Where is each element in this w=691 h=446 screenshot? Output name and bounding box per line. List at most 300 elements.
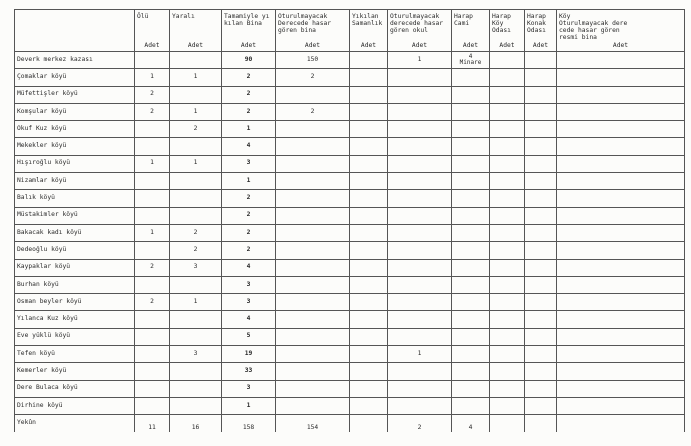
table-cell (525, 121, 557, 138)
table-cell (557, 224, 685, 241)
column-header-label: Ölü (137, 13, 149, 20)
table-cell (525, 276, 557, 293)
table-cell (350, 242, 388, 259)
column-header (525, 10, 557, 52)
table-cell (276, 328, 350, 345)
table-cell (170, 138, 222, 155)
table-cell (135, 397, 170, 414)
table-row (15, 294, 685, 311)
table-cell (490, 311, 525, 328)
table-cell (452, 242, 490, 259)
table-cell (388, 86, 452, 103)
column-unit-label: Adet (532, 42, 549, 50)
column-header-label: Oturulmayacak Derecede hasar gören bina (278, 13, 332, 34)
total-row (15, 415, 685, 432)
table-cell (350, 190, 388, 207)
table-cell (135, 363, 170, 380)
table-cell (452, 259, 490, 276)
table-cell (490, 207, 525, 224)
column-header-label: Tamamiyle yı kılan Bina (224, 13, 270, 27)
table-cell: 2 (135, 103, 170, 120)
village-name: Deverk merkez kazası (15, 52, 135, 69)
village-name: Müfettişler köyü (15, 86, 135, 103)
table-cell (170, 363, 222, 380)
table-cell (525, 52, 557, 69)
village-name: Yılanca Kuz köyü (15, 311, 135, 328)
table-cell (350, 52, 388, 69)
village-name: Osman beyler köyü (15, 294, 135, 311)
table-cell (525, 328, 557, 345)
table-row (15, 397, 685, 414)
table-cell (525, 380, 557, 397)
table-cell (170, 311, 222, 328)
table-cell (135, 380, 170, 397)
table-cell (276, 138, 350, 155)
table-cell (350, 121, 388, 138)
table-row (15, 173, 685, 190)
table-cell: 1 (388, 52, 452, 69)
table-cell (135, 346, 170, 363)
table-row (15, 138, 685, 155)
table-cell (276, 86, 350, 103)
table-cell (557, 173, 685, 190)
village-name: Dere Bulaca köyü (15, 380, 135, 397)
village-name: Dirhine köyü (15, 397, 135, 414)
table-cell (388, 103, 452, 120)
table-cell (388, 138, 452, 155)
table-cell (525, 207, 557, 224)
table-cell (350, 138, 388, 155)
table-cell: 1 (222, 121, 276, 138)
table-cell (490, 397, 525, 414)
column-header-label: Harap Köy Odası (492, 13, 511, 34)
column-unit-label: Adet (144, 42, 160, 50)
table-row (15, 69, 685, 86)
table-cell: 3 (170, 259, 222, 276)
table-cell (135, 52, 170, 69)
table-row (15, 207, 685, 224)
table-cell: 11 (135, 415, 170, 432)
column-header-label: Yaralı (172, 13, 195, 20)
table-cell (557, 103, 685, 120)
village-name: Eve yüklü köyü (15, 328, 135, 345)
table-cell (350, 380, 388, 397)
cell-text: 4 (468, 53, 473, 61)
table-cell (276, 397, 350, 414)
table-cell (388, 363, 452, 380)
table-row (15, 190, 685, 207)
table-row (15, 328, 685, 345)
table-cell (350, 259, 388, 276)
table-cell (525, 86, 557, 103)
table-cell (350, 328, 388, 345)
table-cell: 3 (222, 276, 276, 293)
table-cell: 1 (222, 173, 276, 190)
table-cell (525, 69, 557, 86)
table-cell (135, 138, 170, 155)
table-cell (350, 415, 388, 432)
table-cell (557, 155, 685, 172)
table-cell (452, 224, 490, 241)
table-row (15, 259, 685, 276)
table-cell (557, 69, 685, 86)
table-cell: 1 (222, 397, 276, 414)
column-unit-label: Adet (360, 42, 377, 50)
table-cell (388, 397, 452, 414)
village-name: Komşular köyü (15, 103, 135, 120)
village-name: Hışıroğlu köyü (15, 155, 135, 172)
table-cell (276, 121, 350, 138)
table-cell (276, 380, 350, 397)
column-unit-label: Adet (411, 42, 428, 50)
table-cell: 2 (276, 103, 350, 120)
table-cell (557, 242, 685, 259)
table-cell (350, 173, 388, 190)
column-unit-label: Adet (187, 42, 204, 50)
village-name: Balık köyü (15, 190, 135, 207)
table-cell (452, 311, 490, 328)
table-cell: 2 (222, 207, 276, 224)
table-cell: 2 (170, 224, 222, 241)
table-cell (276, 294, 350, 311)
village-name: Müstakimler köyü (15, 207, 135, 224)
table-cell (135, 173, 170, 190)
table-cell (452, 380, 490, 397)
table-cell: 3 (170, 346, 222, 363)
table-cell (350, 207, 388, 224)
table-cell (350, 224, 388, 241)
table-cell (557, 276, 685, 293)
table-cell (557, 259, 685, 276)
table-cell (490, 363, 525, 380)
village-name: Nizamlar köyü (15, 173, 135, 190)
table-cell (490, 415, 525, 432)
table-cell (276, 346, 350, 363)
table-cell (170, 52, 222, 69)
village-name: Kaypaklar köyü (15, 259, 135, 276)
table-cell (452, 397, 490, 414)
table-cell (388, 190, 452, 207)
table-cell (490, 328, 525, 345)
village-name: Mekekler köyü (15, 138, 135, 155)
table-cell (490, 346, 525, 363)
table-cell (452, 294, 490, 311)
table-cell: 33 (222, 363, 276, 380)
table-cell (525, 242, 557, 259)
table-cell (350, 311, 388, 328)
table-cell (557, 138, 685, 155)
table-cell: 1 (135, 155, 170, 172)
table-cell: 3 (222, 294, 276, 311)
table-cell: 1 (170, 103, 222, 120)
column-header (350, 10, 388, 52)
table-cell (557, 346, 685, 363)
table-cell (557, 294, 685, 311)
table-cell: 4 (222, 138, 276, 155)
table-cell (388, 155, 452, 172)
table-cell (490, 52, 525, 69)
table-cell (276, 259, 350, 276)
column-unit-label: Adet (304, 42, 321, 50)
table-cell: 1 (135, 224, 170, 241)
table-cell (170, 397, 222, 414)
column-unit-label: Adet (462, 42, 479, 50)
table-cell (525, 224, 557, 241)
table-cell (452, 121, 490, 138)
table-cell (452, 173, 490, 190)
table-cell (525, 363, 557, 380)
table-cell (388, 380, 452, 397)
column-header (557, 10, 685, 52)
table-cell (490, 173, 525, 190)
table-row (15, 276, 685, 293)
table-cell (525, 259, 557, 276)
table-cell: 2 (222, 69, 276, 86)
table-cell (388, 328, 452, 345)
column-header (490, 10, 525, 52)
table-cell (452, 207, 490, 224)
table-cell: 90 (222, 52, 276, 69)
table-cell (452, 103, 490, 120)
column-header (15, 10, 135, 52)
table-cell (452, 363, 490, 380)
table-cell (388, 294, 452, 311)
table-cell (276, 155, 350, 172)
table-cell (350, 103, 388, 120)
table-cell (350, 363, 388, 380)
table-row (15, 121, 685, 138)
table-cell (170, 328, 222, 345)
table-cell (452, 86, 490, 103)
table-cell: 2 (222, 242, 276, 259)
table-cell (525, 138, 557, 155)
table-cell (388, 121, 452, 138)
table-cell (525, 346, 557, 363)
table-cell (276, 276, 350, 293)
table-cell (452, 276, 490, 293)
table-cell (350, 397, 388, 414)
table-cell (525, 173, 557, 190)
table-header-row (15, 10, 685, 52)
table-row (15, 346, 685, 363)
table-row (15, 311, 685, 328)
table-cell: 4 (222, 311, 276, 328)
column-header-label: Harap Konak Odası (527, 13, 546, 34)
table-cell (276, 363, 350, 380)
table-cell (490, 190, 525, 207)
table-cell (490, 224, 525, 241)
table-cell: 1 (170, 294, 222, 311)
table-cell (557, 86, 685, 103)
table-cell (557, 397, 685, 414)
cell-text: Minare (459, 59, 482, 67)
table-cell (276, 224, 350, 241)
table-cell (557, 207, 685, 224)
table-cell (170, 276, 222, 293)
column-header-label: Harap Cami (454, 13, 473, 27)
table-cell (525, 155, 557, 172)
table-cell: 19 (222, 346, 276, 363)
table-cell (490, 121, 525, 138)
table-cell: 2 (135, 86, 170, 103)
table-cell (135, 190, 170, 207)
table-cell: 2 (135, 259, 170, 276)
column-header (170, 10, 222, 52)
table-row (15, 86, 685, 103)
table-cell: 2 (222, 86, 276, 103)
table-cell (525, 311, 557, 328)
village-name: Burhan köyü (15, 276, 135, 293)
village-name: Tefen köyü (15, 346, 135, 363)
table-cell (557, 311, 685, 328)
table-cell: 16 (170, 415, 222, 432)
table-cell: 154 (276, 415, 350, 432)
table-cell: 4 (452, 415, 490, 432)
table-cell (490, 138, 525, 155)
table-cell (350, 294, 388, 311)
village-name: Bakacak kadı köyü (15, 224, 135, 241)
table-cell: 2 (276, 69, 350, 86)
table-cell: 4 (222, 259, 276, 276)
table-cell: 2 (222, 103, 276, 120)
table-cell: 2 (170, 242, 222, 259)
table-cell: 1 (170, 155, 222, 172)
village-name: Kemerler köyü (15, 363, 135, 380)
table-cell (490, 259, 525, 276)
table-cell (525, 103, 557, 120)
village-name: Okuf Kuz köyü (15, 121, 135, 138)
table-cell (350, 276, 388, 293)
column-unit-label: Adet (240, 42, 257, 50)
table-cell (135, 121, 170, 138)
village-name: Dedeoğlu köyü (15, 242, 135, 259)
table-cell (170, 380, 222, 397)
table-cell (490, 86, 525, 103)
column-header (388, 10, 452, 52)
table-cell (452, 138, 490, 155)
table-cell (557, 380, 685, 397)
table-cell (135, 311, 170, 328)
table-cell: 3 (222, 155, 276, 172)
table-cell (490, 103, 525, 120)
table-cell: 158 (222, 415, 276, 432)
table-body (15, 52, 685, 432)
column-header-label: Köy Oturulmayacak dere cede hasar gören resmi bina (559, 13, 628, 41)
table-cell: 3 (222, 380, 276, 397)
table-cell (170, 86, 222, 103)
table-cell (135, 207, 170, 224)
column-header-label: Oturulmayacak derecede hasar gören okul (390, 13, 444, 34)
table-cell (557, 415, 685, 432)
table-cell (388, 242, 452, 259)
table-cell (525, 294, 557, 311)
table-cell (388, 259, 452, 276)
column-unit-label: Adet (499, 42, 515, 50)
table-cell (388, 69, 452, 86)
table-cell (135, 328, 170, 345)
column-header (135, 10, 170, 52)
column-header (452, 10, 490, 52)
table-cell: 5 (222, 328, 276, 345)
table-cell (557, 328, 685, 345)
table-cell: 1 (170, 69, 222, 86)
table-cell (525, 415, 557, 432)
table-cell: 2 (222, 190, 276, 207)
column-header (222, 10, 276, 52)
table-cell (490, 242, 525, 259)
table-row (15, 52, 685, 69)
table-cell (452, 52, 490, 69)
table-cell (452, 69, 490, 86)
table-row (15, 155, 685, 172)
column-unit-label: Adet (612, 42, 629, 50)
table-cell (135, 242, 170, 259)
table-cell: 1 (388, 346, 452, 363)
table-cell: 2 (170, 121, 222, 138)
table-row (15, 363, 685, 380)
table-cell (452, 155, 490, 172)
table-cell (350, 86, 388, 103)
column-header-label: Yıkılan Samanlık (352, 13, 383, 27)
village-name: Çomaklar köyü (15, 69, 135, 86)
damage-table (14, 9, 685, 432)
table-row (15, 224, 685, 241)
table-cell (557, 52, 685, 69)
table-cell (525, 190, 557, 207)
table-cell: 2 (222, 224, 276, 241)
table-row (15, 242, 685, 259)
table-cell (276, 173, 350, 190)
table-cell (490, 380, 525, 397)
table-cell (388, 173, 452, 190)
table-cell (170, 207, 222, 224)
table-cell (276, 207, 350, 224)
table-cell (388, 207, 452, 224)
table-cell (276, 242, 350, 259)
table-cell (490, 155, 525, 172)
table-cell (557, 190, 685, 207)
table-row (15, 103, 685, 120)
table-cell (388, 276, 452, 293)
table-cell (452, 346, 490, 363)
table-cell (452, 190, 490, 207)
table-cell (388, 311, 452, 328)
table-cell (452, 328, 490, 345)
table-cell (276, 311, 350, 328)
column-header-label (17, 10, 132, 14)
table-cell (490, 69, 525, 86)
table-cell (490, 276, 525, 293)
table-cell: 2 (388, 415, 452, 432)
table-row (15, 380, 685, 397)
table-cell (557, 121, 685, 138)
column-header (276, 10, 350, 52)
table-cell (557, 363, 685, 380)
table-cell (490, 294, 525, 311)
table-cell (350, 346, 388, 363)
table-cell (170, 173, 222, 190)
table-cell (350, 155, 388, 172)
total-label: Yekûn (15, 415, 135, 432)
table-cell: 150 (276, 52, 350, 69)
table-cell (170, 190, 222, 207)
table-cell (525, 397, 557, 414)
table-cell: 1 (135, 69, 170, 86)
table-cell: 2 (135, 294, 170, 311)
table-cell (135, 276, 170, 293)
table-cell (276, 190, 350, 207)
table-cell (350, 69, 388, 86)
